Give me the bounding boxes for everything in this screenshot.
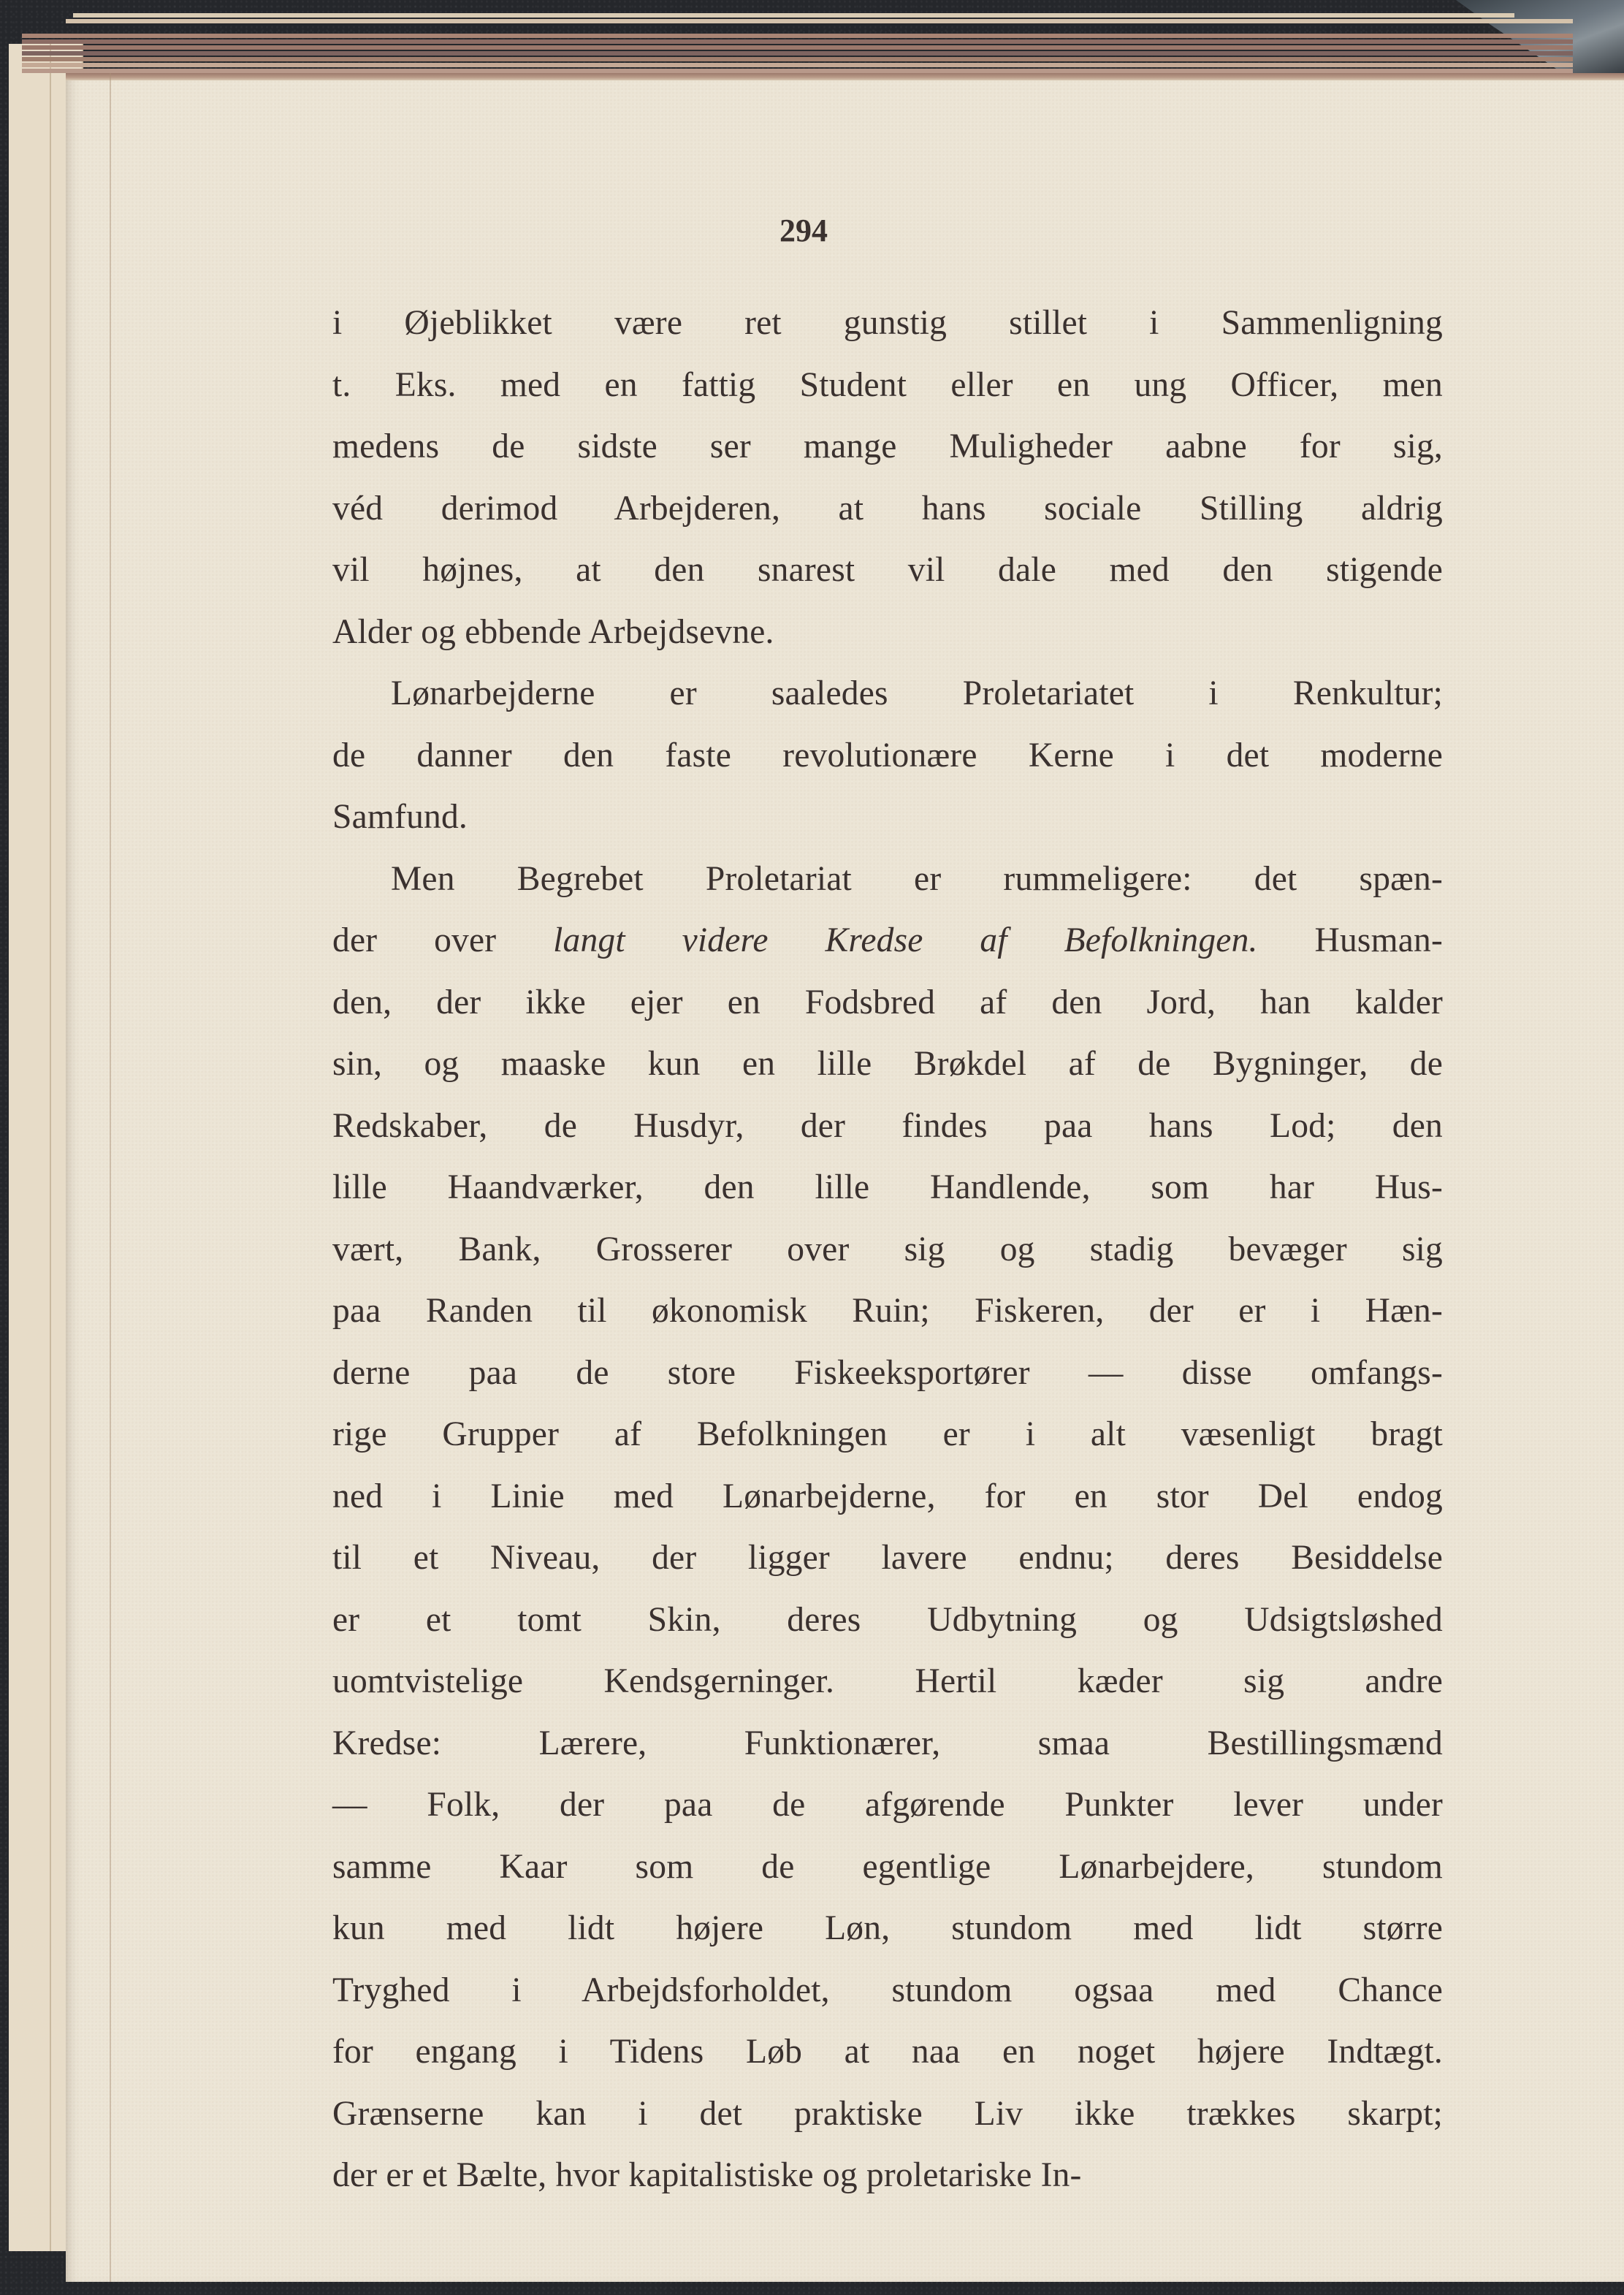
text-line-content: Lønarbejderne er saaledes Proletariatet i Renkultur; — [391, 674, 1443, 712]
text-line-content: kun med lidt højere Løn, stundom med lidt større — [332, 1909, 1443, 1947]
text-line-content: vært, Bank, Grosserer over sig og stadig bevæger sig — [332, 1230, 1443, 1268]
text-line-content: Samfund. — [332, 798, 468, 836]
text-line-content: Grænserne kan i det praktiske Liv ikke trækkes skarpt; — [332, 2094, 1443, 2133]
text-line — [332, 539, 1443, 601]
text-line-content: medens de sidste ser mange Muligheder aabne for sig, — [332, 427, 1443, 465]
text-line — [332, 725, 1443, 787]
text-line — [332, 1095, 1443, 1157]
text-line-content: — Folk, der paa de afgørende Punkter lever under — [332, 1786, 1443, 1824]
text-line — [332, 786, 1443, 848]
text-line-content — [332, 910, 1443, 972]
text-line — [332, 848, 1443, 910]
text-line — [332, 601, 1443, 663]
text-line — [332, 1157, 1443, 1219]
text-line — [332, 1774, 1443, 1836]
text-line — [332, 2021, 1443, 2083]
text-line-content: i Øjeblikket være ret gunstig stillet i Sammenligning — [332, 304, 1443, 342]
text-line-content: Men Begrebet Proletariat er rummeligere: det spæn- — [391, 859, 1443, 898]
text-line-content: uomtvistelige Kendsgerninger. Hertil kæder sig andre — [332, 1662, 1443, 1700]
text-line — [332, 2144, 1443, 2207]
paragraph — [332, 663, 1443, 848]
text-line — [332, 354, 1443, 416]
text-line-content: sin, og maaske kun en lille Brøkdel af de Bygninger, de — [332, 1045, 1443, 1083]
text-segment: der over — [332, 921, 554, 959]
text-line-content: er et tomt Skin, deres Udbytning og Udsigtsløshed — [332, 1600, 1443, 1639]
text-line-content: der er et Bælte, hvor kapitalistiske og proletariske In- — [332, 2156, 1082, 2194]
text-line — [332, 663, 1443, 725]
text-line — [332, 1898, 1443, 1960]
body-text — [332, 292, 1443, 2207]
text-line — [332, 1466, 1443, 1528]
text-line-content: rige Grupper af Befolkningen er i alt væsenligt bragt — [332, 1415, 1443, 1453]
page-top-edge — [66, 73, 1624, 80]
text-line — [332, 1589, 1443, 1651]
text-line — [332, 910, 1443, 972]
text-line — [332, 1713, 1443, 1775]
text-line-content: vil højnes, at den snarest vil dale med den stigende — [332, 551, 1443, 589]
page-stack-top-edge — [22, 13, 1573, 75]
page-gutter-line — [110, 73, 111, 2282]
italic-emphasis: langt videre Kredse af Befolkningen. — [553, 921, 1258, 959]
text-line-content: den, der ikke ejer en Fodsbred af den Jord, han kalder — [332, 983, 1443, 1021]
text-line — [332, 1342, 1443, 1404]
text-line-content: t. Eks. med en fattig Student eller en ung Officer, men — [332, 365, 1443, 404]
text-line-content: paa Randen til økonomisk Ruin; Fiskeren, der er i Hæn- — [332, 1292, 1443, 1330]
text-line-content: Tryghed i Arbejdsforholdet, stundom ogsaa med Chance — [332, 1971, 1443, 2009]
text-line — [332, 1960, 1443, 2022]
text-line-content: véd derimod Arbejderen, at hans sociale Stilling aldrig — [332, 489, 1443, 528]
text-line-content: lille Haandværker, den lille Handlende, som har Hus- — [332, 1168, 1443, 1206]
text-line-content: derne paa de store Fiskeeksportører — disse omfangs- — [332, 1353, 1443, 1392]
text-line — [332, 1280, 1443, 1342]
text-line — [332, 1033, 1443, 1095]
text-line-content: ned i Linie med Lønarbejderne, for en stor Del endog — [332, 1477, 1443, 1515]
text-line-content: Redskaber, de Husdyr, der findes paa hans Lod; den — [332, 1106, 1443, 1145]
text-line — [332, 2083, 1443, 2145]
text-line-content: Kredse: Lærere, Funktionærer, smaa Bestillingsmænd — [332, 1724, 1443, 1762]
text-segment: Husman- — [1257, 921, 1443, 959]
text-line-content: de danner den faste revolutionære Kerne i det moderne — [332, 736, 1443, 774]
text-line — [332, 478, 1443, 540]
text-line-content: Alder og ebbende Arbejdsevne. — [332, 612, 774, 651]
paragraph — [332, 848, 1443, 2207]
text-line — [332, 416, 1443, 478]
text-line — [332, 292, 1443, 354]
text-line — [332, 972, 1443, 1034]
text-line — [332, 1219, 1443, 1281]
text-line-content: samme Kaar som de egentlige Lønarbejdere, stundom — [332, 1847, 1443, 1886]
text-line — [332, 1651, 1443, 1713]
text-line — [332, 1836, 1443, 1898]
text-line — [332, 1527, 1443, 1589]
paragraph — [332, 292, 1443, 663]
page-number: 294 — [779, 213, 828, 248]
text-line-content: for engang i Tidens Løb at naa en noget højere Indtægt. — [332, 2033, 1443, 2071]
text-line-content: til et Niveau, der ligger lavere endnu; deres Besiddelse — [332, 1539, 1443, 1577]
text-line — [332, 1404, 1443, 1466]
